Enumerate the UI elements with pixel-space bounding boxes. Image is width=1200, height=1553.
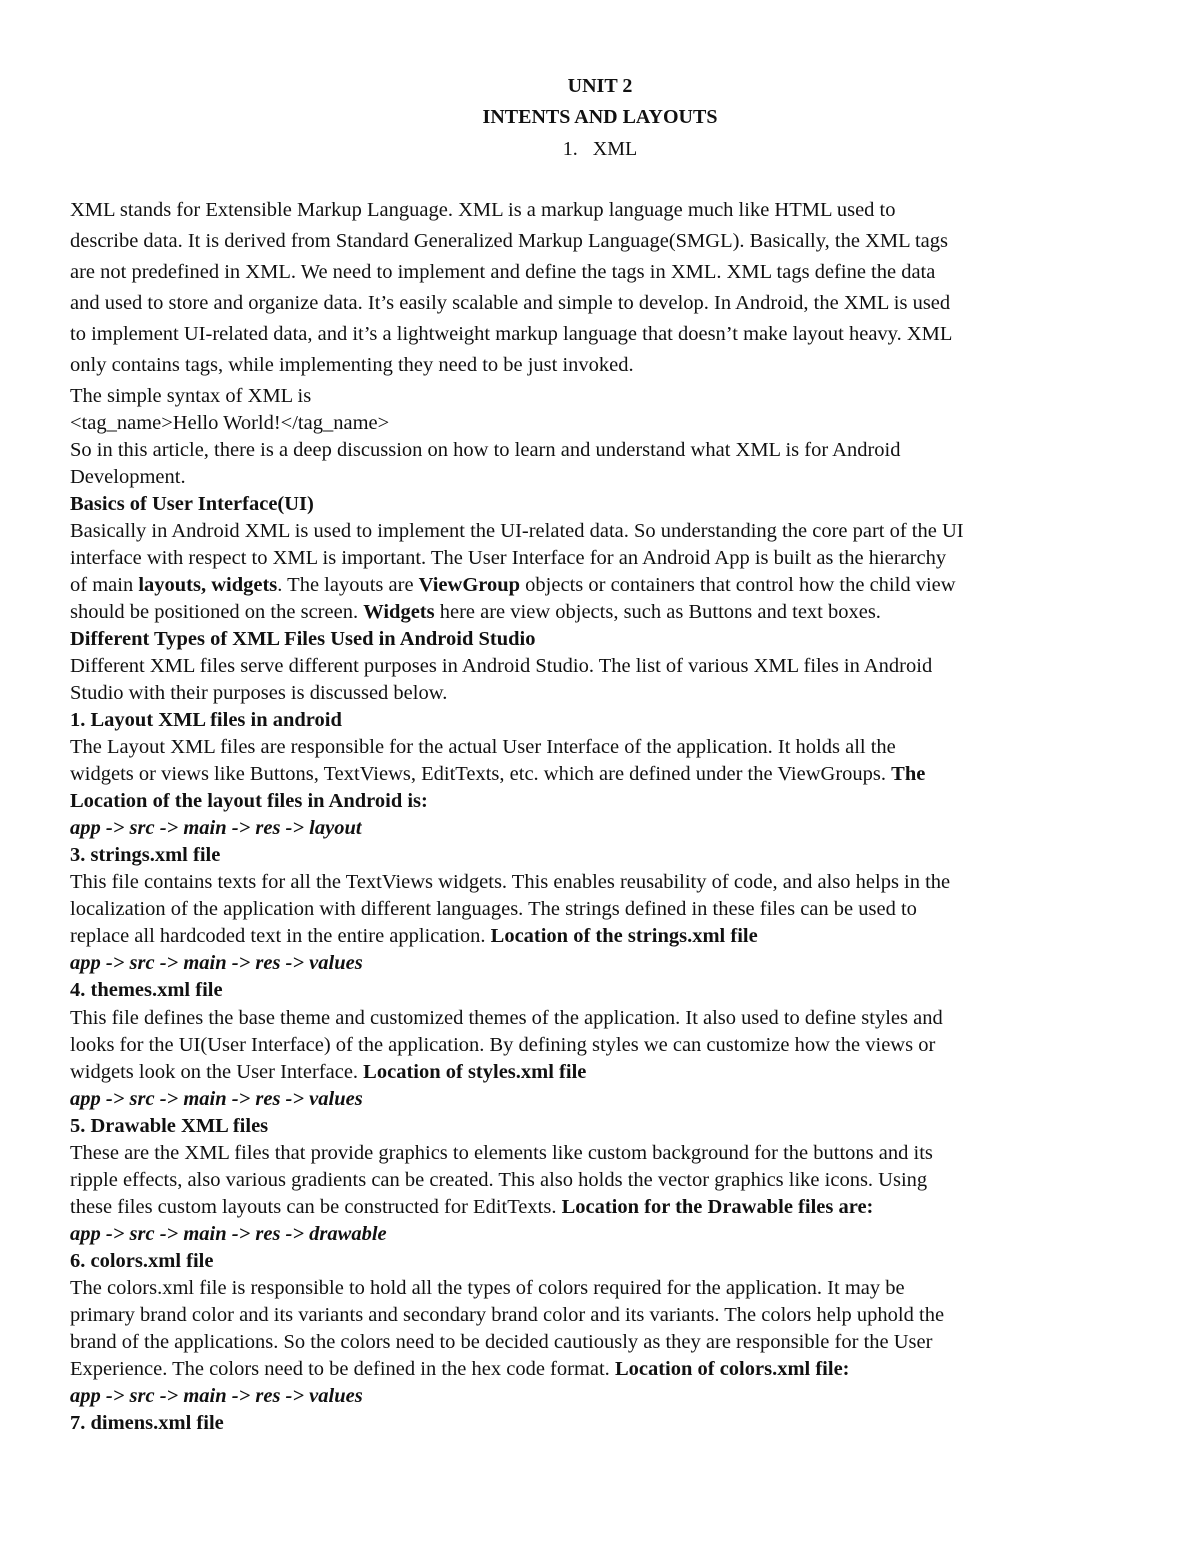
strings-file-line-2: localization of the application with different languages. The strings defined in these files can be used to [70, 898, 917, 920]
colors-file-line-3: brand of the applications. So the colors need to be decided cautiously as they are responsible for the User [70, 1331, 933, 1353]
intro-line-5: to implement UI-related data, and it’s a lightweight markup language that doesn’t make layout heavy. XML [70, 323, 953, 345]
text-run: widgets look on the User Interface. [70, 1061, 364, 1083]
strings-file-line-1: This file contains texts for all the TextViews widgets. This enables reusability of code, and also helps in the [70, 871, 951, 893]
types-line-2: Studio with their purposes is discussed below. [70, 682, 448, 704]
intro-line-1: XML stands for Extensible Markup Language. XML is a markup language much like HTML used to [70, 199, 896, 221]
text-run: of main [70, 574, 139, 596]
bold-run: Location of colors.xml file: [614, 1358, 850, 1380]
bold-run: Location of styles.xml file [363, 1061, 587, 1083]
ui-basics-line-1: Basically in Android XML is used to implement the UI-related data. So understanding the core part of the UI [70, 520, 964, 542]
drawable-files-heading: 5. Drawable XML files [70, 1115, 269, 1137]
layout-files-location-label: Location of the layout files in Android is: [70, 790, 428, 812]
strings-file-heading: 3. strings.xml file [70, 844, 221, 866]
colors-file-line-4 [70, 1357, 850, 1381]
drawable-files-path: app -> src -> main -> res -> drawable [70, 1223, 387, 1245]
section-title: XML [592, 138, 638, 160]
drawable-files-line-3 [70, 1195, 873, 1219]
types-line-1: Different XML files serve different purposes in Android Studio. The list of various XML files in Android [70, 655, 933, 677]
colors-file-heading: 6. colors.xml file [70, 1250, 214, 1272]
drawable-files-line-1: These are the XML files that provide graphics to elements like custom background for the buttons and its [70, 1142, 933, 1164]
strings-file-path: app -> src -> main -> res -> values [70, 952, 363, 974]
layout-files-line-2 [70, 762, 925, 786]
colors-file-line-2: primary brand color and its variants and secondary brand color and its variants. The colors help uphold the [70, 1304, 945, 1326]
intro-line-4: and used to store and organize data. It’s easily scalable and simple to develop. In Android, the XML is used [70, 292, 951, 314]
section-number: 1. [562, 138, 578, 160]
text-run: widgets or views like Buttons, TextViews, EditTexts, etc. which are defined under the ViewGroups. [70, 763, 892, 785]
intro-line-3: are not predefined in XML. We need to implement and define the tags in XML. XML tags define the data [70, 261, 936, 283]
text-run: replace all hardcoded text in the entire application. [70, 925, 491, 947]
themes-file-path: app -> src -> main -> res -> values [70, 1088, 363, 1110]
layout-files-path: app -> src -> main -> res -> layout [70, 817, 362, 839]
themes-file-heading: 4. themes.xml file [70, 979, 223, 1001]
dimens-file-heading: 7. dimens.xml file [70, 1412, 224, 1434]
ui-basics-line-3 [70, 573, 956, 597]
layout-files-heading: 1. Layout XML files in android [70, 709, 342, 731]
bold-term-widgets: Widgets [363, 601, 435, 623]
bold-run: Location for the Drawable files are: [561, 1196, 874, 1218]
intro-line-2: describe data. It is derived from Standard Generalized Markup Language(SMGL). Basically, the XML tags [70, 230, 948, 252]
drawable-files-line-2: ripple effects, also various gradients can be created. This also holds the vector graphics like icons. Using [70, 1169, 928, 1191]
text-run: objects or containers that control how the child view [520, 574, 956, 596]
themes-file-line-3 [70, 1060, 586, 1084]
bold-run: Location of the strings.xml file [490, 925, 758, 947]
colors-file-line-1: The colors.xml file is responsible to hold all the types of colors required for the application. It may be [70, 1277, 905, 1299]
bold-run: The [891, 763, 926, 785]
text-run: . The layouts are [277, 574, 419, 596]
text-run: here are view objects, such as Buttons and text boxes. [434, 601, 881, 623]
text-run: should be positioned on the screen. [70, 601, 364, 623]
unit-heading: UNIT 2 [567, 75, 633, 97]
text-run: these files custom layouts can be constructed for EditTexts. [70, 1196, 562, 1218]
ui-basics-line-2: interface with respect to XML is important. The User Interface for an Android App is built as the hierarchy [70, 547, 947, 569]
section-heading-xml [0, 137, 1200, 161]
syntax-example: <tag_name>Hello World!</tag_name> [70, 412, 390, 434]
intro-line-6: only contains tags, while implementing they need to be just invoked. [70, 354, 634, 376]
types-heading: Different Types of XML Files Used in Android Studio [70, 628, 536, 650]
discussion-line-1: So in this article, there is a deep discussion on how to learn and understand what XML is for Android [70, 439, 901, 461]
text-run: Experience. The colors need to be defined in the hex code format. [70, 1358, 615, 1380]
colors-file-path: app -> src -> main -> res -> values [70, 1385, 363, 1407]
syntax-intro: The simple syntax of XML is [70, 385, 312, 407]
themes-file-line-2: looks for the UI(User Interface) of the application. By defining styles we can customize how the views or [70, 1034, 936, 1056]
bold-term-layouts-widgets: layouts, widgets [138, 574, 278, 596]
discussion-line-2: Development. [70, 466, 186, 488]
bold-term-viewgroup: ViewGroup [418, 574, 521, 596]
ui-basics-line-4 [70, 600, 881, 624]
document-title: INTENTS AND LAYOUTS [482, 106, 718, 128]
ui-basics-heading: Basics of User Interface(UI) [70, 493, 314, 515]
strings-file-line-3 [70, 924, 758, 948]
layout-files-line-1: The Layout XML files are responsible for the actual User Interface of the application. It holds all the [70, 736, 896, 758]
themes-file-line-1: This file defines the base theme and customized themes of the application. It also used to define styles and [70, 1007, 943, 1029]
